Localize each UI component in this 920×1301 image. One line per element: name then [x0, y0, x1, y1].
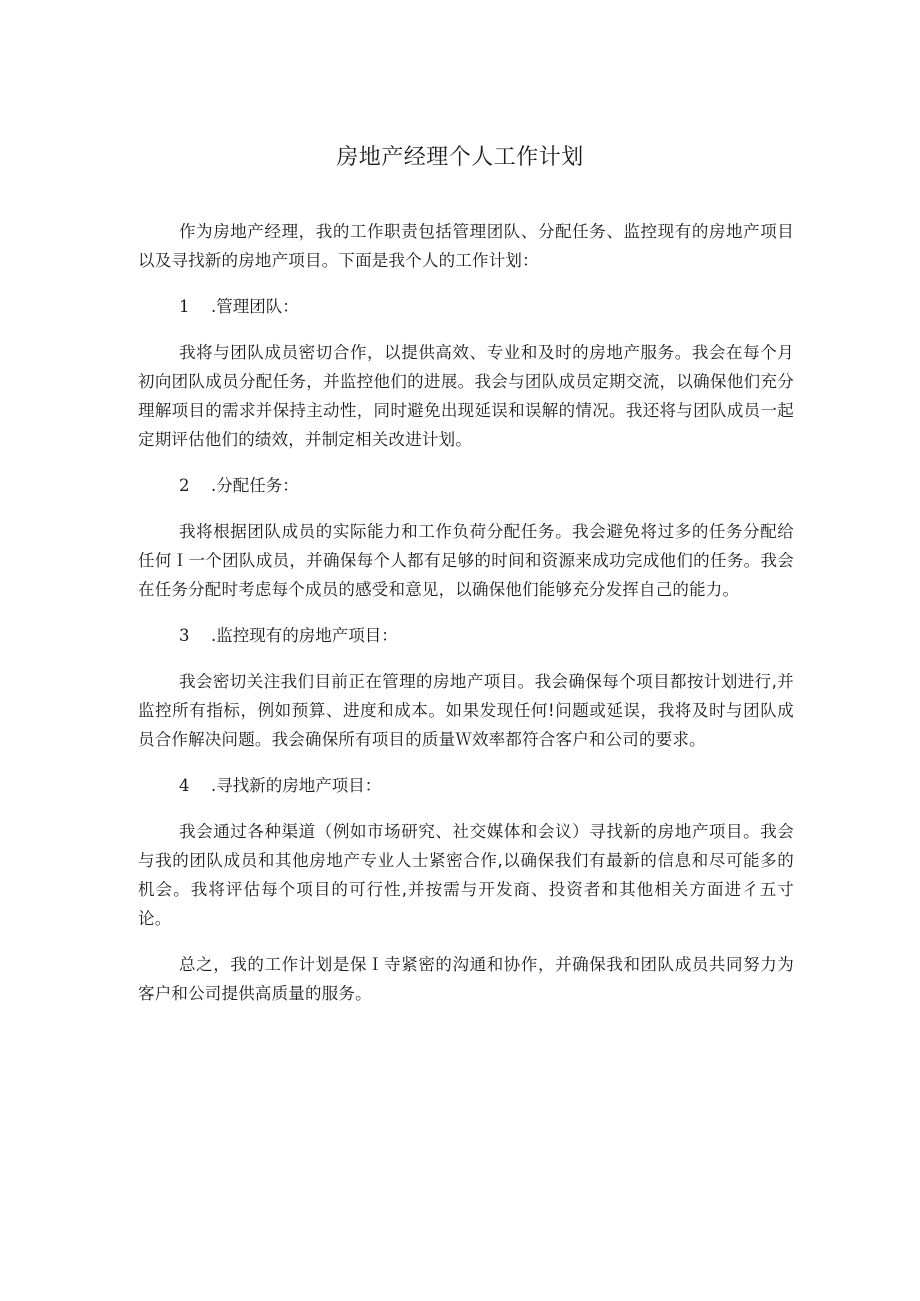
section-heading-text: .管理团队：: [211, 297, 299, 316]
conclusion-paragraph: 总之，我的工作计划是保Ｉ寺紧密的沟通和协作，并确保我和团队成员共同努力为客户和公司提供高质量的服务。: [138, 955, 794, 1003]
section-body-1: 我将与团队成员密切合作，以提供高效、专业和及时的房地产服务。我会在每个月初向团队成员分配任务，并监控他们的进展。我会与团队成员定期交流，以确保他们充分理解项目的需求并保持主动性，同时避免出现延误和误解的情况。我还将与团队成员一起定期评估他们的绩效，并制定相关改进计划。: [138, 343, 794, 449]
section-heading-text: .监控现有的房地产项目：: [211, 626, 398, 645]
section-body-4: 我会通过各种渠道（例如市场研究、社交媒体和会议）寻找新的房地产项目。我会与我的团队成员和其他房地产专业人士紧密合作,以确保我们有最新的信息和尽可能多的机会。我将评估每个项目的可行性,并按需与开发商、投资者和其他相关方面进彳五寸论。: [138, 822, 794, 928]
section-heading-2: [138, 471, 794, 500]
section-heading-3: [138, 621, 794, 650]
section-number: 3: [179, 626, 190, 645]
section-heading-1: [138, 292, 794, 321]
section-heading-4: [138, 771, 794, 800]
section-heading-text: .寻找新的房地产项目：: [211, 776, 382, 795]
section-number: 1: [179, 297, 190, 316]
document-body: [138, 217, 794, 1025]
section-body-2: 我将根据团队成员的实际能力和工作负荷分配任务。我会避免将过多的任务分配给任何Ｉ一个团队成员，并确保每个人都有足够的时间和资源来成功完成他们的任务。我会在任务分配时考虑每个成员的感受和意见，以确保他们能够充分发挥自己的能力。: [138, 522, 794, 599]
document-title: 房地产经理个人工作计划: [336, 145, 584, 170]
section-heading-text: .分配任务：: [211, 476, 299, 495]
section-body-3: 我会密切关注我们目前正在管理的房地产项目。我会确保每个项目都按计划进行,并监控所有指标，例如预算、进度和成本。如果发现任何!问题或延误，我将及时与团队成员合作解决问题。我会确保所有项目的质量Ｗ效率都符合客户和公司的要求。: [138, 672, 794, 749]
section-number: 2: [179, 476, 190, 495]
section-number: 4: [179, 776, 190, 795]
intro-paragraph: 作为房地产经理，我的工作职责包括管理团队、分配任务、监控现有的房地产项目以及寻找新的房地产项目。下面是我个人的工作计划：: [138, 222, 794, 270]
